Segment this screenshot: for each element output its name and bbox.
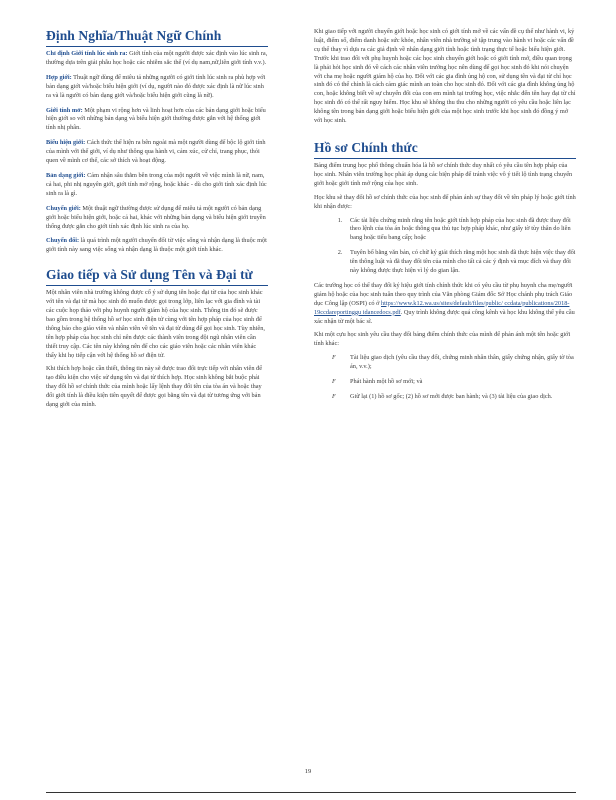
right-column [314,28,576,408]
definition-term: Chuyển giới: [46,204,81,212]
definition-term: Chỉ định Giới tính lúc sinh ra: [46,50,128,57]
definition-cisgender [46,74,268,101]
definition-transition [46,237,268,255]
list-item-text: Phát hành một hồ sơ mới; và [350,378,423,386]
list-item-text: Tài liệu giao dịch (yêu cầu thay đổi, chứng minh nhân thân, giấy chứng nhận, giấy tờ tòa án, v.v.); [350,354,574,371]
definition-assigned-sex [46,50,268,68]
definition-text: Cách thức thể hiện ra bên ngoài mà một người dùng để bộc lộ giới tính của mình với thế giới, ví dụ như thông qua hành vi, cảm xúc, cử chỉ, trang phục, thói quen về mình cơ thể, các sở thích và hoạt động. [46,139,266,165]
list-marker: F [332,393,336,400]
records-paragraph: Khi một cựu học sinh yêu cầu thay đổi bảng điểm chính thức của mình để phản ánh một tên hoặc giới tính khác: [314,331,571,348]
heading-key-definitions: Định Nghĩa/Thuật Ngữ Chính [46,28,268,47]
records-text: . Quy trình không được quá công kênh và học khu không thể yêu cầu xác nhận từ một bác sĩ. [314,308,575,325]
heading-communication-names-pronouns: Giao tiếp và Sử dụng Tên và Đại từ [46,267,268,286]
definition-gender-identity [46,172,268,199]
records-paragraph: Bảng điểm trung học phổ thông chuẩn hóa là hồ sơ chính thức duy nhất có yêu cầu tên hợp pháp của học sinh. Nhân viên trường học phải áp dụng các biện pháp để tránh việc vô ý tiết lộ tình trạng chuyển giới hoặc giới tính mở rộng của học sinh. [314,161,573,187]
list-item [332,378,576,387]
definition-text: Một thuật ngữ thường được sử dụng để miêu tả một người có bản dạng giới hoặc biểu hiện giới, hoặc cả hai, khác với những bản dạng và biểu hiện giới truyền thống được gắn cho giới tính xác định lúc sinh ra của họ. [46,204,266,230]
definition-term: Chuyển đổi: [46,237,80,245]
ospi-guidance-link[interactable]: https://www.k12.wa.us/sites/default/files/public/ ccdata/publications/2018-19ccdareportinggu idancedocs.pdf [314,299,570,316]
records-paragraph: Học khu sẽ thay đổi hồ sơ chính thức của học sinh để phản ánh sự thay đổi về tên pháp lý hoặc giới tính khi nhận được: [314,193,576,210]
definition-text: Một phạm vi rộng hơn và linh hoạt hơn của các bản dạng giới hoặc biểu hiện giới so với những bản dạng và biểu hiện giới thường được gắn với hệ thống giới tính nhị phân. [46,106,266,132]
list-marker: F [332,354,336,362]
records-paragraph [314,282,576,327]
definition-text: Cảm nhận sâu thẳm bên trong của một người về việc mình là nữ, nam, cả hai, phi nhị nguyên giới, giới tính mở rộng, hoặc khác - dù cho giới tính xác định lúc sinh ra là gì. [46,171,267,197]
communication-paragraph: Khi thích hợp hoặc cần thiết, thông tin này sẽ được trao đổi trực tiếp với nhân viên để tạo điều kiện cho việc sử dụng tên và đại từ thích hợp. Học sinh không bắt buộc phải thay đổi hồ sơ chính thức của mình hoặc lấy lệnh thay đổi tên của tòa án và hoặc thay đổi giới tính là điều kiện tiên quyết để được gọi bằng tên và đại từ tương ứng với bản dạng giới của mình. [46,365,262,409]
definition-transgender [46,205,268,232]
page-number: 19 [304,768,312,775]
definition-gender-expression [46,139,268,166]
left-column [46,28,268,415]
list-item: 1. Các tài liệu chứng minh rằng tên hoặc giới tính hợp pháp của học sinh đã được thay đổi theo lệnh của tòa án hoặc thông qua thủ tục hợp pháp khác, như giấy tờ tùy thân do liên bang hoặc tiểu bang cấp; hoặc [344,217,576,244]
records-numbered-list [314,217,576,276]
records-marked-list [314,354,576,402]
list-item [332,354,576,372]
communication-continued-paragraph: Khi giao tiếp với người chuyển giới hoặc học sinh có giới tính mở về các vấn đề cụ thể như hành vi, kỷ luật, điểm số, điểm danh hoặc sức khỏe, nhân viên nhà trường sẽ tập trung vào hành vi hoặc các vấn đề cụ thể thay vì dựa ra các giả định về nhân dạng giới tính hoặc tình trạng thực tế hoặc biểu hiện giới. Trước khi trao đổi với phụ huynh hoặc các học sinh chuyển giới hoặc có giới tính mở, điều quan trọng là phải hỏi học sinh đó về cách các nhân viên trường học nên dùng để gọi học sinh đó khi nói chuyện với cha mẹ hoặc người giám hộ của họ. Đối với các gia đình ủng hộ con, sử dụng tên và đại từ chỉ học sinh đó có thể chỉnh là cách cảm giác mình an toàn cho học sinh đó. Đối với các gia đình không ủng hộ con, hoặc không biết về sự chuyển đổi của con em mình tại trường học, việc nhắc đến tên hay đại từ chỉ học sinh đó có thể rất nguy hiểm. Học khu sẽ không thu thu cho những người có yêu cầu hoặc liên lạc không tên trong bản dạng giới hoặc biểu hiện giới của một học sinh trước khi học sinh đó đồng ý mở với học sinh. [314,28,576,125]
definition-text: Giới tính của một người được xác định vào lúc sinh ra, thường dựa trên giải phẫu học hoặc các nhiễm sắc thể (ví dụ nam,nữ,liên giới tính v.v.). [46,50,268,66]
heading-official-records: Hồ sơ Chính thức [314,140,576,159]
definition-term: Biểu hiện giới: [46,139,86,147]
definition-gender-expansive [46,107,268,134]
records-text: Các trường học có thể thay đổi ký hiệu giới tính chính thức khi có yêu cầu từ phụ huynh cha mẹ/người giám hộ hoặc của học sinh tuân theo quy trình của Văn phòng Giám đốc Sở Học chánh phụ trách Giáo dục Công lập (OSPI) có ở [314,281,573,307]
list-marker: F [332,378,336,386]
definition-term: Giới tính mở: [46,106,83,114]
list-item [332,393,576,402]
definition-text: là quá trình một người chuyển đổi từ việc sống và nhận dạng là thuộc một giới tính này sang việc sống và nhận dạng là thuộc một giới tính khác. [46,237,267,254]
footer-divider [46,792,576,793]
list-item-text: Giữ lại (1) hồ sơ gốc; (2) hồ sơ mới được ban hành; và (3) tài liệu của giao dịch. [350,393,553,400]
definition-text: Thuật ngữ dùng để miêu tả những người có giới tính lúc sinh ra phù hợp với bản dạng giới và/hoặc biểu hiện giới (ví dụ, người nào đó được xác định là nữ lúc sinh ra và là người có bản dạng giới và/hoặc biểu hiện giới cũng là nữ). [46,73,266,99]
definition-term: Hợp giới: [46,73,72,81]
communication-paragraph: Một nhân viên nhà trường không được cố ý sử dụng tên hoặc đại từ của học sinh khác với tên và đại từ mà học sinh đó muốn được gọi trong lớp, liên lạc với gia đình và tài các cuộc họp thảo với phụ huynh người giám hộ của học sinh. Thông tin đó sẽ được bao gồm trong hệ thống hồ sơ học sinh điện tử cùng với tên hợp pháp của học sinh để thông báo cho giáo viên và nhân viên về tên và đại từ dùng để gọi học sinh. Tùy nhiên, tên hợp pháp của học sinh chỉ nên được các thành viên trong đội ngũ nhân viên cần thiết truy cập. Các tên này không nên để cho các giáo viên hoặc các nhân viên khác thấy khi họ tiếp cận với hệ thống hồ sơ điện tử. [46,289,265,359]
list-item: 2. Tuyên bố bằng văn bản, có chữ ký giải thích rằng một học sinh đã thực hiện việc thay đổi tên thông luật và đã thay đổi tên của mình cho tất cả các ý định và mục đích và thay đổi này không được thực hiện vì lý do gian lận. [344,249,576,276]
definition-term: Bản dạng giới: [46,171,86,179]
